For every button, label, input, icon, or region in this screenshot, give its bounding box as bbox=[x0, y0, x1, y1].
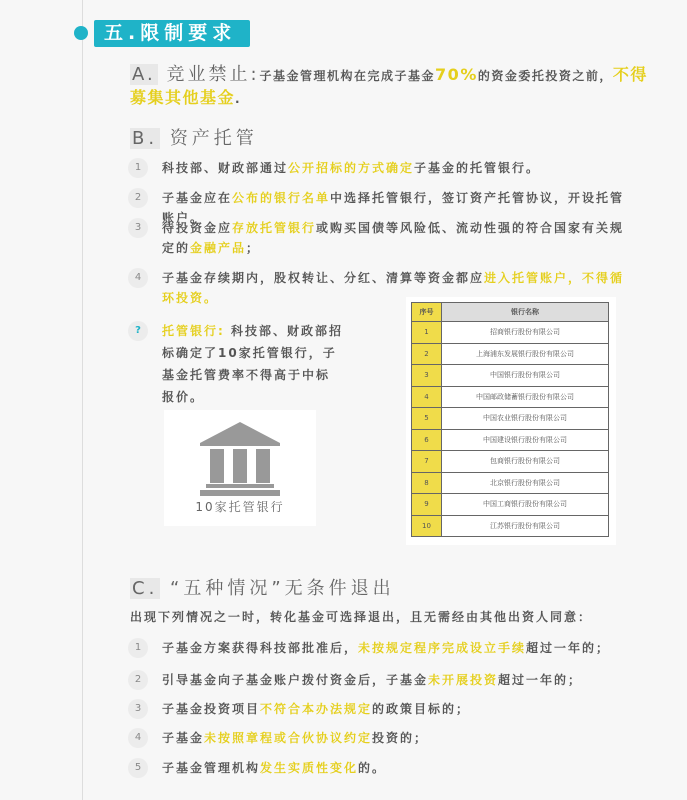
bank-name: 招商银行股份有限公司 bbox=[442, 322, 609, 344]
section-c-intro: 出现下列情况之一时，转化基金可选择退出，且无需经由其他出资人同意： bbox=[130, 610, 593, 624]
highlight-text: 未按照章程或合伙协议约定 bbox=[204, 731, 373, 745]
section-letter: B. bbox=[132, 128, 159, 149]
table-row bbox=[412, 451, 609, 473]
timeline-line bbox=[82, 0, 83, 800]
body-text: 超过一年的； bbox=[526, 641, 611, 655]
bank-name: 江苏银行股份有限公司 bbox=[442, 515, 609, 537]
highlight-text: 存放托管银行 bbox=[232, 221, 317, 235]
bank-image bbox=[164, 410, 316, 526]
list-item bbox=[128, 670, 638, 690]
bank-building-icon bbox=[164, 410, 316, 500]
highlight-text: 未按规定程序完成设立手续 bbox=[358, 641, 527, 655]
body-text: 中选择托管银行，签订资产托管协议，开设托管账户。 bbox=[162, 191, 625, 225]
row-number: 5 bbox=[412, 408, 442, 430]
list-item bbox=[128, 758, 638, 778]
body-text: 的政策目标的； bbox=[372, 702, 471, 716]
highlight-text: 70% bbox=[435, 65, 478, 84]
body-text: 子基金方案获得科技部批准后， bbox=[162, 641, 359, 655]
list-item bbox=[128, 158, 638, 178]
heading-text: “五种情况”无条件退出 bbox=[170, 578, 395, 599]
body-text: 的。 bbox=[358, 761, 387, 775]
body-text: ； bbox=[246, 241, 261, 255]
number-badge: 4 bbox=[128, 268, 148, 288]
body-text: 超过一年的； bbox=[498, 673, 583, 687]
table-row bbox=[412, 408, 609, 430]
number-badge: 3 bbox=[128, 699, 148, 719]
list-item bbox=[128, 218, 638, 258]
section-a-heading bbox=[130, 64, 260, 85]
table-row bbox=[412, 515, 609, 537]
highlight-text: 托管银行: bbox=[162, 324, 231, 338]
table-row bbox=[412, 322, 609, 344]
section-title: 五.限制要求 bbox=[94, 20, 250, 47]
body-text: 子基金存续期内，股权转让、分红、清算等资金都应 bbox=[162, 271, 485, 285]
highlight-text: 金融产品 bbox=[190, 241, 247, 255]
bank-table bbox=[406, 297, 616, 545]
timeline-dot bbox=[74, 26, 88, 40]
table-row bbox=[412, 343, 609, 365]
highlight-text: 未开展投资 bbox=[428, 673, 499, 687]
body-text: 子基金应在 bbox=[162, 191, 233, 205]
body-text: 子基金 bbox=[162, 731, 205, 745]
section-letter: A. bbox=[132, 64, 156, 85]
highlight-text: 进入托管账户，不得循环投资。 bbox=[162, 271, 625, 305]
bank-name: 包商银行股份有限公司 bbox=[442, 451, 609, 473]
number-badge: 4 bbox=[128, 728, 148, 748]
row-number: 4 bbox=[412, 386, 442, 408]
body-text: 子基金管理机构 bbox=[162, 761, 261, 775]
table-row bbox=[412, 429, 609, 451]
list-item bbox=[128, 699, 638, 719]
number-badge: 2 bbox=[128, 188, 148, 208]
body-text: 子基金管理机构在完成子基金 bbox=[259, 69, 436, 83]
number-badge: 1 bbox=[128, 158, 148, 178]
section-c-heading bbox=[130, 574, 395, 600]
body-text: 子基金投资项目 bbox=[162, 702, 261, 716]
number-badge: 3 bbox=[128, 218, 148, 238]
table-row bbox=[412, 494, 609, 516]
section-a bbox=[130, 64, 650, 110]
bank-name: 中国工商银行股份有限公司 bbox=[442, 494, 609, 516]
number-badge: 5 bbox=[128, 758, 148, 778]
body-text: 投资的； bbox=[372, 731, 429, 745]
body-text: 科技部、财政部招标确定了10家托管银行，子基金托管费率不得高于中标报价。 bbox=[162, 324, 343, 404]
bank-name: 中国邮政储蓄银行股份有限公司 bbox=[442, 386, 609, 408]
body-text: 子基金的托管银行。 bbox=[414, 161, 541, 175]
row-number: 1 bbox=[412, 322, 442, 344]
row-number: 2 bbox=[412, 343, 442, 365]
body-text: 的资金委托投资之前， bbox=[477, 69, 613, 83]
number-badge: 2 bbox=[128, 670, 148, 690]
bank-name: 中国建设银行股份有限公司 bbox=[442, 429, 609, 451]
bank-name: 上海浦东发展银行股份有限公司 bbox=[442, 343, 609, 365]
question-icon: ? bbox=[128, 321, 148, 341]
bank-name: 中国农业银行股份有限公司 bbox=[442, 408, 609, 430]
heading-text: 竞业禁止: bbox=[166, 64, 260, 85]
row-number: 6 bbox=[412, 429, 442, 451]
body-text: 待投资金应 bbox=[162, 221, 233, 235]
image-caption: 10家托管银行 bbox=[195, 500, 285, 514]
row-number: 3 bbox=[412, 365, 442, 387]
highlight-text: 公布的银行名单 bbox=[232, 191, 331, 205]
row-number: 9 bbox=[412, 494, 442, 516]
body-text: 引导基金向子基金账户拨付资金后，子基金 bbox=[162, 673, 429, 687]
col-header-number: 序号 bbox=[412, 303, 442, 322]
tip-note bbox=[128, 320, 343, 408]
list-item bbox=[128, 638, 638, 658]
table-row bbox=[412, 472, 609, 494]
bank-name: 中国银行股份有限公司 bbox=[442, 365, 609, 387]
table-row bbox=[412, 365, 609, 387]
highlight-text: 不符合本办法规定 bbox=[260, 702, 373, 716]
highlight-text: 发生实质性变化 bbox=[260, 761, 359, 775]
section-b-heading bbox=[130, 124, 258, 150]
heading-text: 资产托管 bbox=[169, 128, 258, 149]
highlight-text: 不得募集其他基金 bbox=[130, 65, 648, 107]
row-number: 10 bbox=[412, 515, 442, 537]
list-item bbox=[128, 728, 638, 748]
highlight-text: 公开招标的方式确定 bbox=[288, 161, 415, 175]
body-text: 或购买国债等风险低、流动性强的符合国家有关规定的 bbox=[162, 221, 625, 255]
body-text: . bbox=[235, 92, 242, 106]
number-badge: 1 bbox=[128, 638, 148, 658]
section-letter: C. bbox=[132, 578, 159, 599]
body-text: 科技部、财政部通过 bbox=[162, 161, 289, 175]
bank-name: 北京银行股份有限公司 bbox=[442, 472, 609, 494]
row-number: 8 bbox=[412, 472, 442, 494]
row-number: 7 bbox=[412, 451, 442, 473]
table-row bbox=[412, 386, 609, 408]
col-header-bank: 银行名称 bbox=[442, 303, 609, 322]
